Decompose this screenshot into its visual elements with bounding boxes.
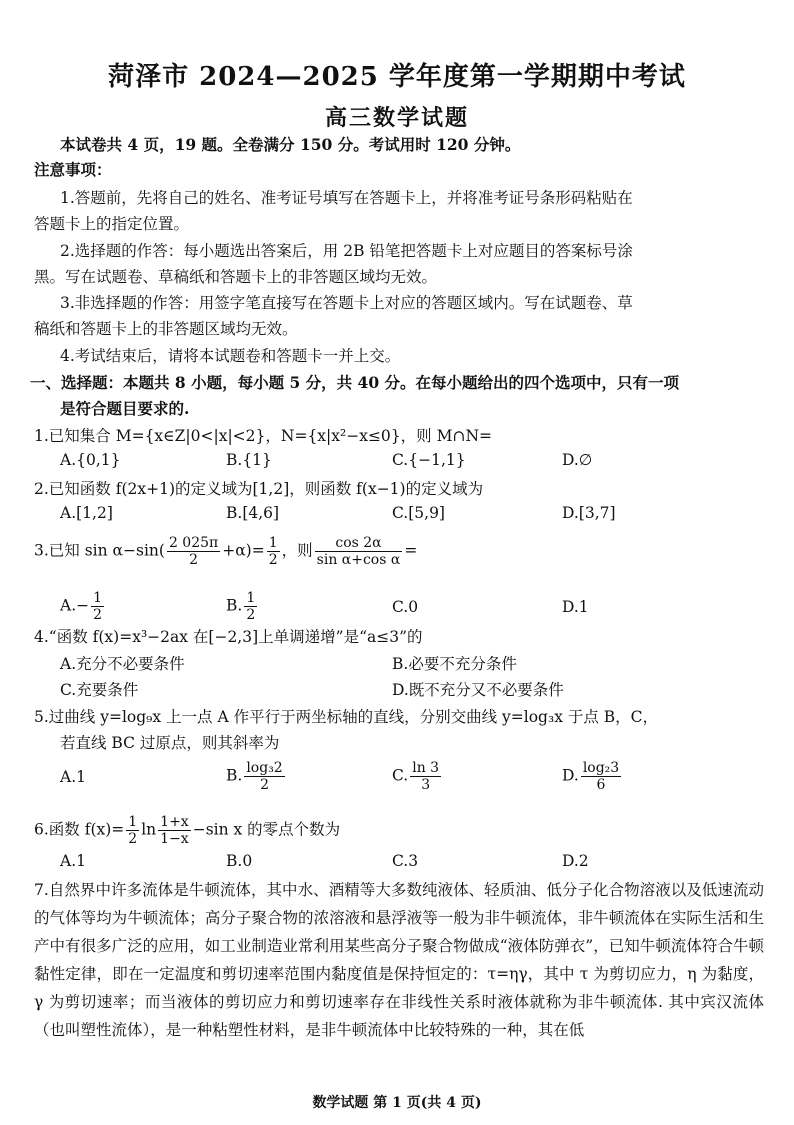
q3-frac-3 <box>315 535 403 568</box>
q5-d-den: 6 <box>596 777 606 793</box>
question-1-stem: 1.已知集合 M={x∈Z|0<|x|<2}，N={x|x²−x≤0}，则 M∩N= <box>34 427 492 445</box>
q3-option-a <box>60 590 106 623</box>
q5-c-den: 3 <box>421 777 431 793</box>
page-title: 菏泽市 2024—2025 学年度第一学期期中考试 <box>108 62 686 92</box>
q5-option-b <box>226 760 287 793</box>
q5-c-num: ln 3 <box>412 760 440 776</box>
q6-text-2: ln <box>141 820 157 839</box>
exam-info: 本试卷共 4 页，19 题。全卷满分 150 分。考试用时 120 分钟。 <box>60 135 521 154</box>
q6-option-d: D.2 <box>562 852 589 870</box>
question-4-stem: 4.“函数 f(x)=x³−2ax 在[−2,3]上单调递增”是“a≤3”的 <box>34 628 423 646</box>
q3-frac-2 <box>267 535 280 568</box>
q6-half-num: 1 <box>128 814 138 830</box>
q6-half-den: 2 <box>128 831 138 847</box>
q6-option-b: B.0 <box>226 852 253 870</box>
q5-option-a: A.1 <box>60 768 86 786</box>
q5-d-frac <box>581 760 621 793</box>
page-subtitle: 高三数学试题 <box>324 105 469 131</box>
q6-option-c: C.3 <box>392 852 419 870</box>
q5-b-num: log₃2 <box>246 760 283 776</box>
q3-b-den: 2 <box>246 607 256 623</box>
q2-option-c: C.[5,9] <box>392 504 445 522</box>
q5-d-num: log₂3 <box>582 760 620 776</box>
q3-text-1: 3.已知 sin α−sin( <box>34 541 165 560</box>
q6-text-1: 6.函数 f(x)= <box>34 820 125 839</box>
q5-b-prefix: B. <box>226 766 243 785</box>
question-6-stem <box>34 814 340 847</box>
q5-option-d <box>562 760 623 793</box>
q5-c-prefix: C. <box>392 766 409 785</box>
note-4: 4.考试结束后，请将本试题卷和答题卡一并上交。 <box>60 347 401 365</box>
q6-ln-den: 1−x <box>160 831 189 847</box>
q2-option-a: A.[1,2] <box>60 504 113 522</box>
q3-b-num: 1 <box>246 590 256 606</box>
q5-option-c <box>392 760 443 793</box>
question-5-stem-1: 5.过曲线 y=log₉x 上一点 A 作平行于两坐标轴的直线，分别交曲线 y=log₃x 于点 B，C， <box>34 708 659 726</box>
note-1a: 1.答题前，先将自己的姓名、准考证号填写在答题卡上，并将准考证号条形码粘贴在 <box>60 189 633 207</box>
q1-option-c: C.{−1,1} <box>392 451 466 469</box>
q4-option-b: B.必要不充分条件 <box>392 655 517 673</box>
q3-a-frac <box>91 590 104 623</box>
q3-option-c: C.0 <box>392 598 419 616</box>
note-3b: 稿纸和答题卡上的非答题区域均无效。 <box>34 320 298 338</box>
q1-option-d: D.∅ <box>562 451 593 469</box>
q6-frac-half <box>126 814 139 847</box>
q3-frac-1-num: 2 025π <box>168 535 219 551</box>
note-2a: 2.选择题的作答：每小题选出答案后，用 2B 铅笔把答题卡上对应题目的答案标号涂 <box>60 242 633 260</box>
note-1b: 答题卡上的指定位置。 <box>34 215 190 233</box>
q3-a-prefix: A.− <box>60 596 90 615</box>
q6-frac-ln <box>158 814 191 847</box>
q4-option-a: A.充分不必要条件 <box>60 655 185 673</box>
question-3-stem <box>34 535 417 568</box>
q3-text-3: ，则 <box>281 541 313 560</box>
q3-a-den: 2 <box>93 607 103 623</box>
q3-frac-2-den: 2 <box>268 552 278 568</box>
q3-a-num: 1 <box>93 590 103 606</box>
q3-b-frac <box>244 590 257 623</box>
q1-option-a: A.{0,1} <box>60 451 121 469</box>
q3-frac-3-den: sin α+cos α <box>316 552 401 568</box>
q3-frac-3-num: cos 2α <box>315 535 403 552</box>
q4-option-d: D.既不充分又不必要条件 <box>392 681 564 699</box>
note-2b: 黑。写在试题卷、草稿纸和答题卡上的非答题区域均无效。 <box>34 268 438 286</box>
section-heading-1: 一、选择题：本题共 8 小题，每小题 5 分，共 40 分。在每小题给出的四个选项中，只有一项 <box>30 373 680 392</box>
q5-d-prefix: D. <box>562 766 579 785</box>
q3-option-b <box>226 590 259 623</box>
question-7-text: 7.自然界中许多流体是牛顿流体，其中水、酒精等大多数纯液体、轻质油、低分子化合物溶液以及低速流动的气体等均为牛顿流体；高分子聚合物的浓溶液和悬浮液等一般为非牛顿流体，非牛顿流体在实际生活和生产中有很多广泛的应用，如工业制造业常利用某些高分子聚合物做成“液体防弹衣”，已知牛顿流体符合牛顿黏性定律，即在一定温度和剪切速率范围内黏度值是保持恒定的：τ=ηγ，其中 τ 为剪切应力，η 为黏度，γ 为剪切速率；而当液体的剪切应力和剪切速率存在非线性关系时液体就称为非牛顿流体. 其中宾汉流体（也叫塑性流体），是一种粘塑性材料，是非牛顿流体中比较特殊的一种，其在低 <box>34 881 764 1039</box>
q3-b-prefix: B. <box>226 596 243 615</box>
q6-ln-num: 1+x <box>160 814 189 830</box>
notes-heading: 注意事项： <box>34 160 112 179</box>
q5-b-frac <box>244 760 284 793</box>
q3-frac-2-num: 1 <box>268 535 278 551</box>
question-2-stem: 2.已知函数 f(2x+1)的定义域为[1,2]，则函数 f(x−1)的定义域为 <box>34 480 484 498</box>
q5-c-frac <box>410 760 441 793</box>
q4-option-c: C.充要条件 <box>60 681 139 699</box>
q5-b-den: 2 <box>260 777 269 793</box>
q2-option-b: B.[4,6] <box>226 504 280 522</box>
q3-text-2: +α)= <box>222 541 265 560</box>
q3-frac-1-den: 2 <box>189 552 199 568</box>
q3-text-4: = <box>404 541 418 560</box>
note-3a: 3.非选择题的作答：用签字笔直接写在答题卡上对应的答题区域内。写在试题卷、草 <box>60 294 633 312</box>
q3-frac-1 <box>167 535 220 568</box>
q6-text-3: −sin x 的零点个数为 <box>192 820 341 839</box>
page-footer: 数学试题 第 1 页(共 4 页) <box>312 1095 482 1111</box>
q6-option-a: A.1 <box>60 852 86 870</box>
q3-option-d: D.1 <box>562 598 589 616</box>
q2-option-d: D.[3,7] <box>562 504 616 522</box>
q1-option-b: B.{1} <box>226 451 272 469</box>
question-5-stem-2: 若直线 BC 过原点，则其斜率为 <box>60 734 280 752</box>
section-heading-2: 是符合题目要求的. <box>60 399 190 418</box>
